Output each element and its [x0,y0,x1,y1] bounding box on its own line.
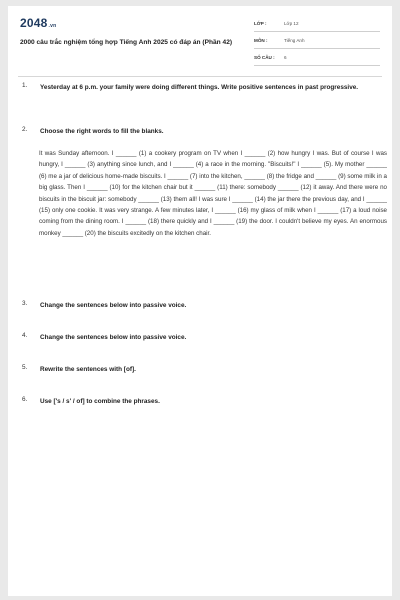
question-text: Choose the right words to fill the blanks. [40,128,164,135]
meta-row-subject [254,35,380,49]
logo-suffix: .vn [48,23,57,29]
header-divider [18,76,382,77]
question-text: Change the sentences below into passive voice. [40,334,187,341]
meta-label: LỚP : [254,21,267,26]
meta-value: Tiếng Anh [284,38,305,43]
meta-row-count [254,52,380,66]
meta-row-class [254,18,380,32]
question-text: Change the sentences below into passive voice. [40,302,187,309]
question-number: 5. [22,364,28,371]
question-number: 1. [22,82,28,89]
question-number: 4. [22,332,28,339]
question-number: 6. [22,396,28,403]
cloze-passage: It was Sunday afternoon. I ______ (1) a cookery program on TV when I ______ (2) how hungry I was. But of course I was hungry, I ______ (3) anything since lunch, and I ______ (4) a race in the morning. "Biscuits!" I ______ (5). My mother ______ (6) me a jar of delicious home-made biscuits. I ______ (7) into the kitchen, ______ (8) the fridge and ______ (9) some milk in a big glass. Then I ______ (10) for the kitchen chair but it ______ (11) there: somebody ______ (12) it away. And there were no biscuits in the biscuit jar: somebody ______ (13) them all! I was sure I ______ (14) the jar there the previous day, and I ______ (15) only one cookie. It was very strange. A few minutes later, I ______ (16) my glass of milk when I ______ (17) a loud noise coming from the dining room. I ______ (18) there quickly and I ______ (19) the door. I couldn't believe my eyes. An enormous monkey ______ (20) the biscuits excitedly on the kitchen chair. [39,150,387,237]
question-item [22,364,382,376]
question-text: Yesterday at 6 p.m. your family were doing different things. Write positive sentences in past progressive. [40,84,359,91]
logo-text: 2048 [20,16,48,30]
question-number: 2. [22,126,28,133]
question-item [22,332,382,344]
document-meta [254,18,380,69]
question-number: 3. [22,300,28,307]
meta-label: SỐ CÂU : [254,55,275,60]
meta-label: MÔN : [254,38,268,43]
document-page [8,6,392,596]
meta-value: 6 [284,55,287,60]
meta-value: Lớp 12 [284,21,299,26]
document-header [8,6,392,72]
question-item [22,300,382,312]
question-item [22,126,382,138]
document-title: 2000 câu trắc nghiệm tổng hợp Tiếng Anh 2025 có đáp án (Phần 42) [20,39,233,46]
question-item [22,396,382,408]
question-text: Rewrite the sentences with [of]. [40,366,136,373]
site-logo[interactable] [20,16,56,30]
question-text: Use ['s / s' / of] to combine the phrases. [40,398,160,405]
question-item [22,82,382,106]
